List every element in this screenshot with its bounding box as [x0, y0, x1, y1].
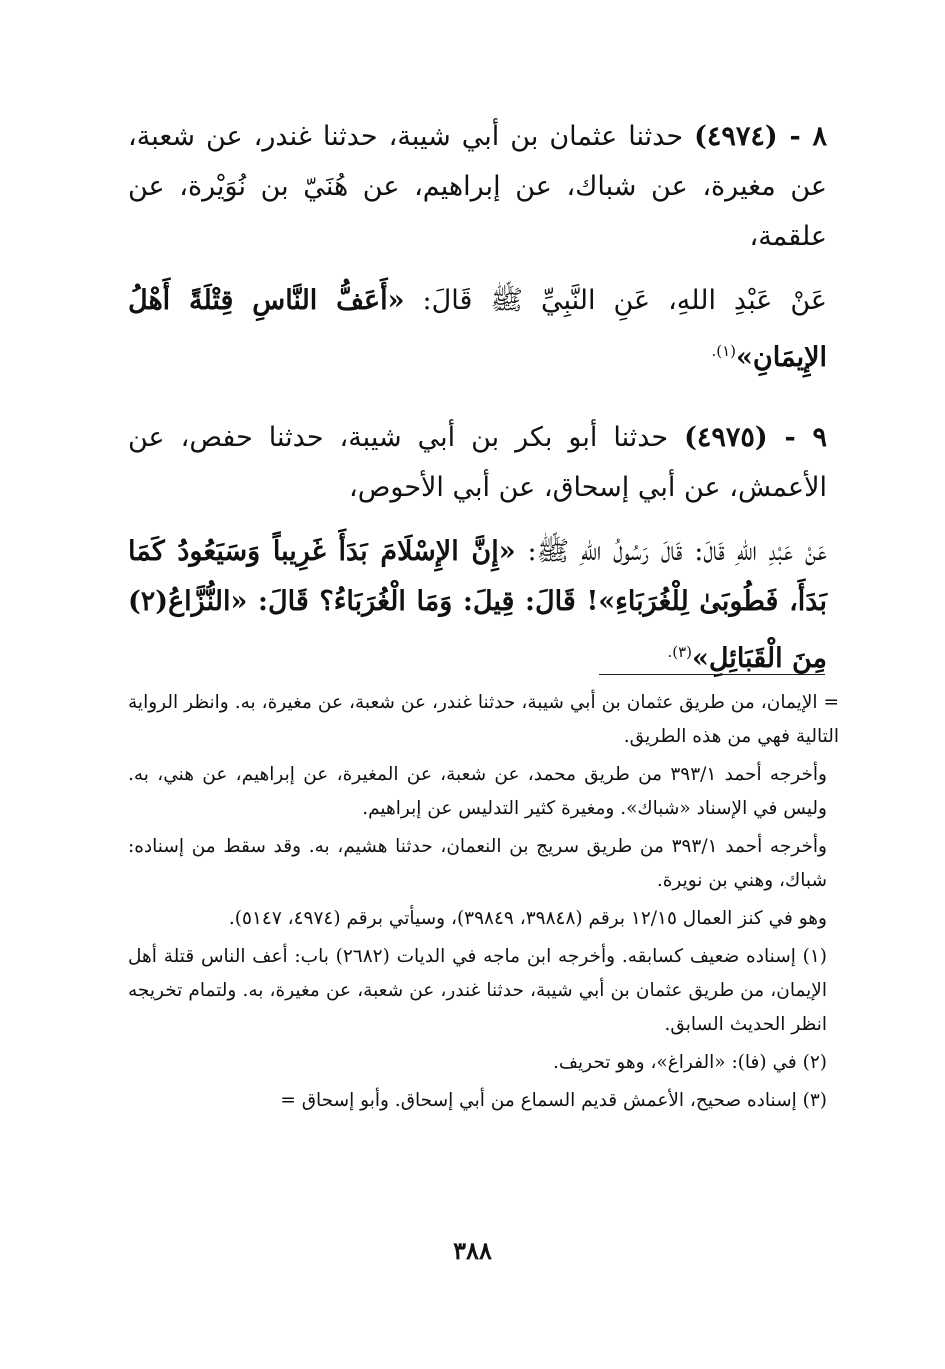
hadith-number: ٩ - (٤٩٧٥) [684, 422, 827, 453]
footnote-1: (١) إسناده ضعيف كسابقه. وأخرجه ابن ماجه في الديات (٢٦٨٢) باب: أعف الناس قتلة أهل الإيمان، من طريق عثمان بن أبي شيبة، حدثنا غندر، عن شعبة، عن مغيرة، به. ولتمام تخريجه انظر الحديث السابق. [128, 946, 827, 1035]
hadith-matn [128, 527, 827, 684]
matn-text: «أَعَفُّ النَّاسِ قِتْلَةً أَهْلُ الإِيمَانِ» [128, 285, 827, 373]
matn-text: «إِنَّ الإِسْلَامَ بَدَأَ غَرِيباً وَسَيَعُودُ كَمَا بَدَأَ، فَطُوبَىٰ لِلْغُرَبَاءِ»! قَالَ: قِيلَ: وَمَا الْغُرَبَاءُ؟ قَالَ: «النُّزَّاعُ(٢) مِنَ الْقَبَائِلِ» [128, 536, 827, 674]
hadith-isnad [128, 112, 827, 262]
matn-intro: عَنْ عَبْدِ اللهِ، عَنِ النَّبِيِّ ﷺ قَالَ: [422, 285, 827, 316]
footnote-paragraph: وأخرجه أحمد ٣٩٣/١ من طريق محمد، عن شعبة، عن المغيرة، عن إبراهيم، عن هني، به. وليس في الإسناد «شباك». ومغيرة كثير التدليس عن إبراهيم. [128, 764, 827, 819]
footnote-paragraph: وهو في كنز العمال ١٢/١٥ برقم (٣٩٨٤٨، ٣٩٨٤٩)، وسيأتي برقم (٤٩٧٤، ٥١٤٧). [228, 908, 827, 929]
footnote-paragraph: وأخرجه أحمد ٣٩٣/١ من طريق سريج بن النعمان، حدثنا هشيم، به. وقد سقط من إسناده: شباك، وهني بن نويرة. [128, 836, 827, 891]
footnote-separator [599, 674, 825, 675]
footnote-continuation: = الإيمان، من طريق عثمان بن أبي شيبة، حدثنا غندر، عن شعبة، عن مغيرة، به. وانظر الرواية التالية فهي من هذه الطريق. [128, 692, 839, 747]
footnote-3: (٣) إسناده صحيح، الأعمش قديم السماع من أبي إسحاق. وأبو إسحاق = [280, 1090, 827, 1111]
footnote-2: (٢) في (فا): «الفراغ»، وهو تحريف. [552, 1052, 827, 1073]
footnote-ref: (١). [711, 342, 737, 360]
main-text [128, 112, 827, 684]
footnotes [128, 686, 839, 1122]
isnad-text: حدثنا عثمان بن أبي شيبة، حدثنا غندر، عن شعبة، عن مغيرة، عن شباك، عن إبراهيم، عن هُنَيّ بن نُوَيْرة، عن علقمة، [128, 121, 827, 252]
matn-intro: عَنْ عَبْدِ اللهِ قَالَ: قَالَ رَسُولُ اللهِ ﷺ: [527, 536, 827, 567]
hadith-number: ٨ - (٤٩٧٤) [694, 121, 828, 152]
hadith-isnad [128, 413, 827, 513]
isnad-text: حدثنا أبو بكر بن أبي شيبة، حدثنا حفص، عن الأعمش، عن أبي إسحاق، عن أبي الأحوص، [128, 422, 827, 503]
page-number: ٣٨٨ [453, 1236, 492, 1265]
hadith-matn [128, 276, 827, 383]
footnote-ref: (٣). [667, 643, 692, 661]
